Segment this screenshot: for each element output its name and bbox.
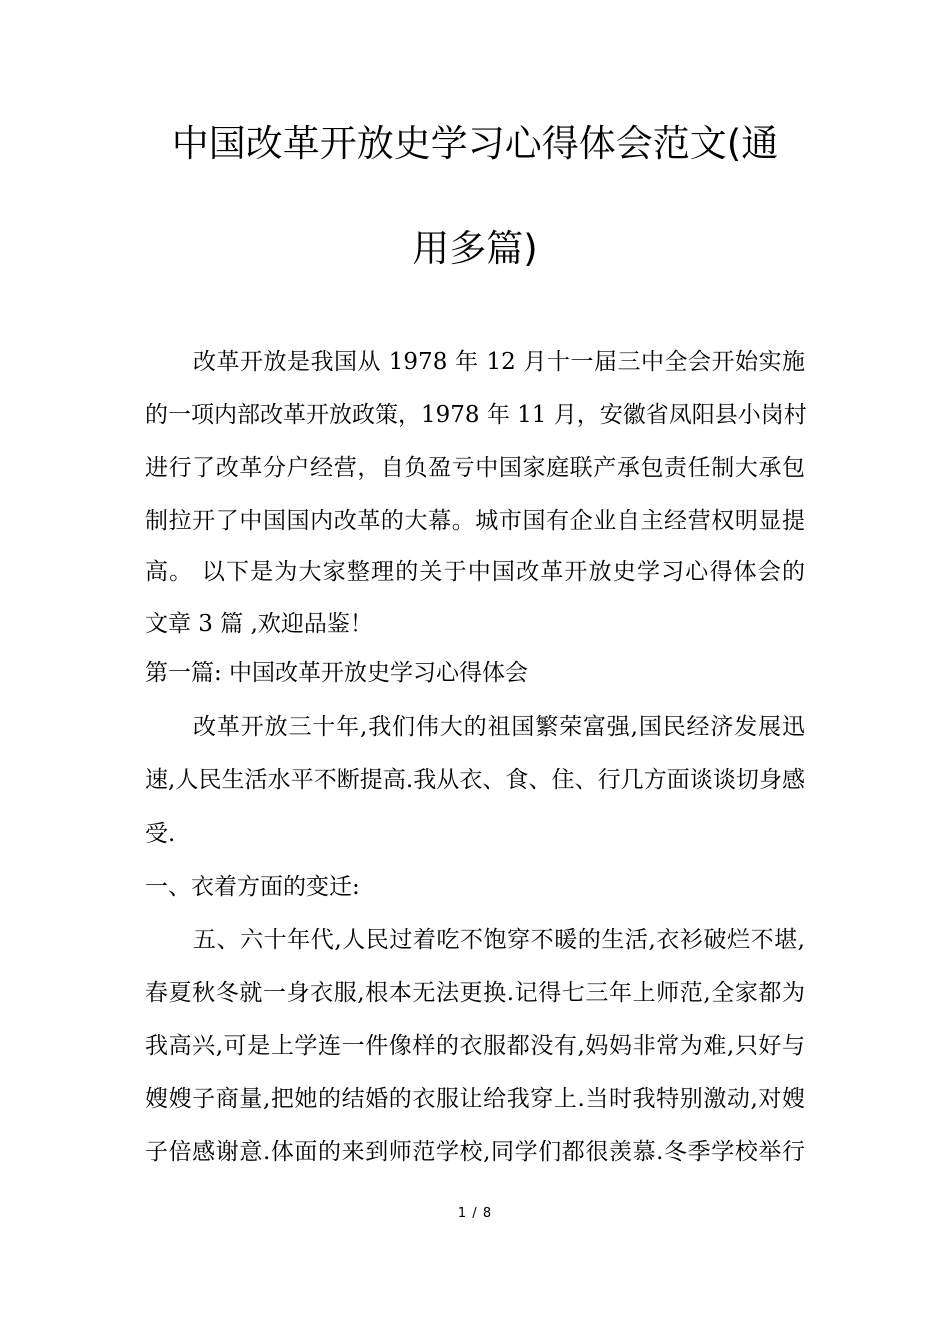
body-paragraph-line: 嫂嫂子商量,把她的结婚的衣服让给我穿上.当时我特别激动,对嫂 xyxy=(145,1086,805,1112)
section-heading: 第一篇: 中国改革开放史学习心得体会 xyxy=(145,660,529,686)
intro-paragraph-line: 的一项内部改革开放政策，1978 年 11 月，安徽省凤阳县小岗村 xyxy=(145,402,807,428)
document-title-line-1: 中国改革开放史学习心得体会范文(通 xyxy=(171,122,779,165)
page-number: 1 / 8 xyxy=(457,1206,493,1221)
body-paragraph-line: 我高兴,可是上学连一件像样的衣服都没有,妈妈非常为难,只好与 xyxy=(145,1033,805,1059)
section-paragraph-line: 速,人民生活水平不断提高.我从衣、食、住、行几方面谈谈切身感 xyxy=(145,767,805,793)
intro-paragraph-line: 进行了改革分户经营，自负盈亏中国家庭联产承包责任制大承包 xyxy=(145,455,805,481)
body-paragraph-line: 五、六十年代,人民过着吃不饱穿不暖的生活,衣衫破烂不堪, xyxy=(193,927,805,953)
document-title-line-2: 用多篇) xyxy=(412,227,538,270)
intro-paragraph-line: 改革开放是我国从 1978 年 12 月十一届三中全会开始实施 xyxy=(193,349,805,375)
body-paragraph-line: 春夏秋冬就一身衣服,根本无法更换.记得七三年上师范,全家都为 xyxy=(145,980,805,1006)
intro-paragraph-line: 高。 以下是为大家整理的关于中国改革开放史学习心得体会的 xyxy=(145,559,805,585)
body-paragraph-line: 子倍感谢意.体面的来到师范学校,同学们都很羡慕.冬季学校举行 xyxy=(145,1139,805,1165)
section-paragraph-line: 改革开放三十年,我们伟大的祖国繁荣富强,国民经济发展迅 xyxy=(193,714,805,740)
intro-paragraph-line: 文章 3 篇 ,欢迎品鉴！ xyxy=(145,611,373,637)
section-paragraph-line: 受. xyxy=(145,821,176,847)
intro-paragraph-line: 制拉开了中国国内改革的大幕。城市国有企业自主经营权明显提 xyxy=(145,508,805,534)
subheading: 一、衣着方面的变迁: xyxy=(145,874,360,900)
